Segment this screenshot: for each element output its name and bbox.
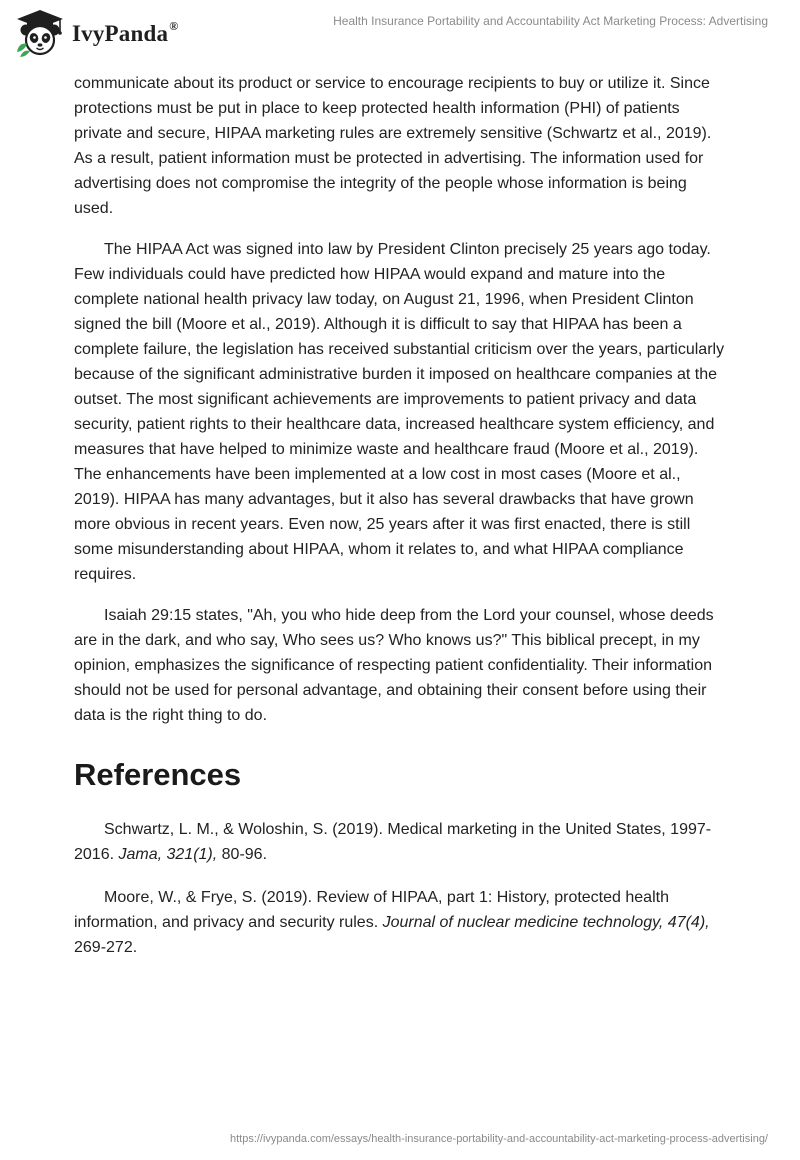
- reference-pages: 80-96.: [217, 846, 268, 863]
- document-title: Health Insurance Portability and Accountability Act Marketing Process: Advertising: [333, 14, 768, 28]
- registered-mark: ®: [169, 19, 179, 33]
- body-paragraph: Isaiah 29:15 states, "Ah, you who hide deep from the Lord your counsel, whose deeds are in the dark, and who say, Who sees us? Who knows us?" This biblical precept, in my opinion, emphasizes the significance of respecting patient confidentiality. Their information should not be used for personal advantage, and obtaining their consent before using their data is the right thing to do.: [74, 607, 714, 724]
- references-heading: References: [74, 757, 242, 792]
- body-paragraph: communicate about its product or service to encourage recipients to buy or utilize it. Since protections must be put in place to keep protected health information (PHI) of patients private and secure, HIPAA marketing rules are extremely sensitive (Schwartz et al., 2019). As a result, patient information must be protected in advertising. The information used for advertising does not compromise the integrity of the people whose information is being used.: [74, 75, 712, 217]
- reference-text: Schwartz, L. M., & Woloshin, S. (2019). Medical marketing in the United States, 1997-2016.: [74, 821, 712, 863]
- page-header: [0, 0, 800, 64]
- ivypanda-logo[interactable]: [14, 8, 178, 58]
- essay-content: [74, 71, 730, 978]
- body-paragraph: The HIPAA Act was signed into law by President Clinton precisely 25 years ago today. Few individuals could have predicted how HIPAA would expand and mature into the complete national health privacy law today, on August 21, 1996, when President Clinton signed the bill (Moore et al., 2019). Although it is difficult to say that HIPAA has been a complete failure, the legislation has received substantial criticism over the years, particularly because of the significant administrative burden it imposed on healthcare companies at the outset. The most significant achievements are improvements to patient privacy and data security, patient rights to their healthcare data, increased healthcare system efficiency, and measures that have helped to minimize waste and healthcare fraud (Moore et al., 2019). The enhancements have been implemented at a low cost in most cases (Moore et al., 2019). HIPAA has many advantages, but it also has several drawbacks that have grown more obvious in recent years. Even now, 25 years after it was first enacted, there is still some misunderstanding about HIPAA, whom it relates to, and what HIPAA compliance requires.: [74, 241, 725, 583]
- panda-graduate-icon: [14, 8, 66, 58]
- reference-source: Jama, 321(1),: [118, 846, 218, 863]
- reference-entry: [74, 817, 730, 867]
- reference-source: Journal of nuclear medicine technology, 47(4),: [382, 914, 710, 931]
- brand-name: IvyPanda®: [72, 19, 179, 46]
- reference-entry: [74, 885, 730, 960]
- reference-pages: 269-272.: [74, 939, 138, 956]
- reference-text: Moore, W., & Frye, S. (2019). Review of HIPAA, part 1: History, protected health information, and privacy and security rules.: [74, 889, 669, 931]
- source-url[interactable]: https://ivypanda.com/essays/health-insurance-portability-and-accountability-act-marketing-process-advertising/: [229, 1133, 768, 1145]
